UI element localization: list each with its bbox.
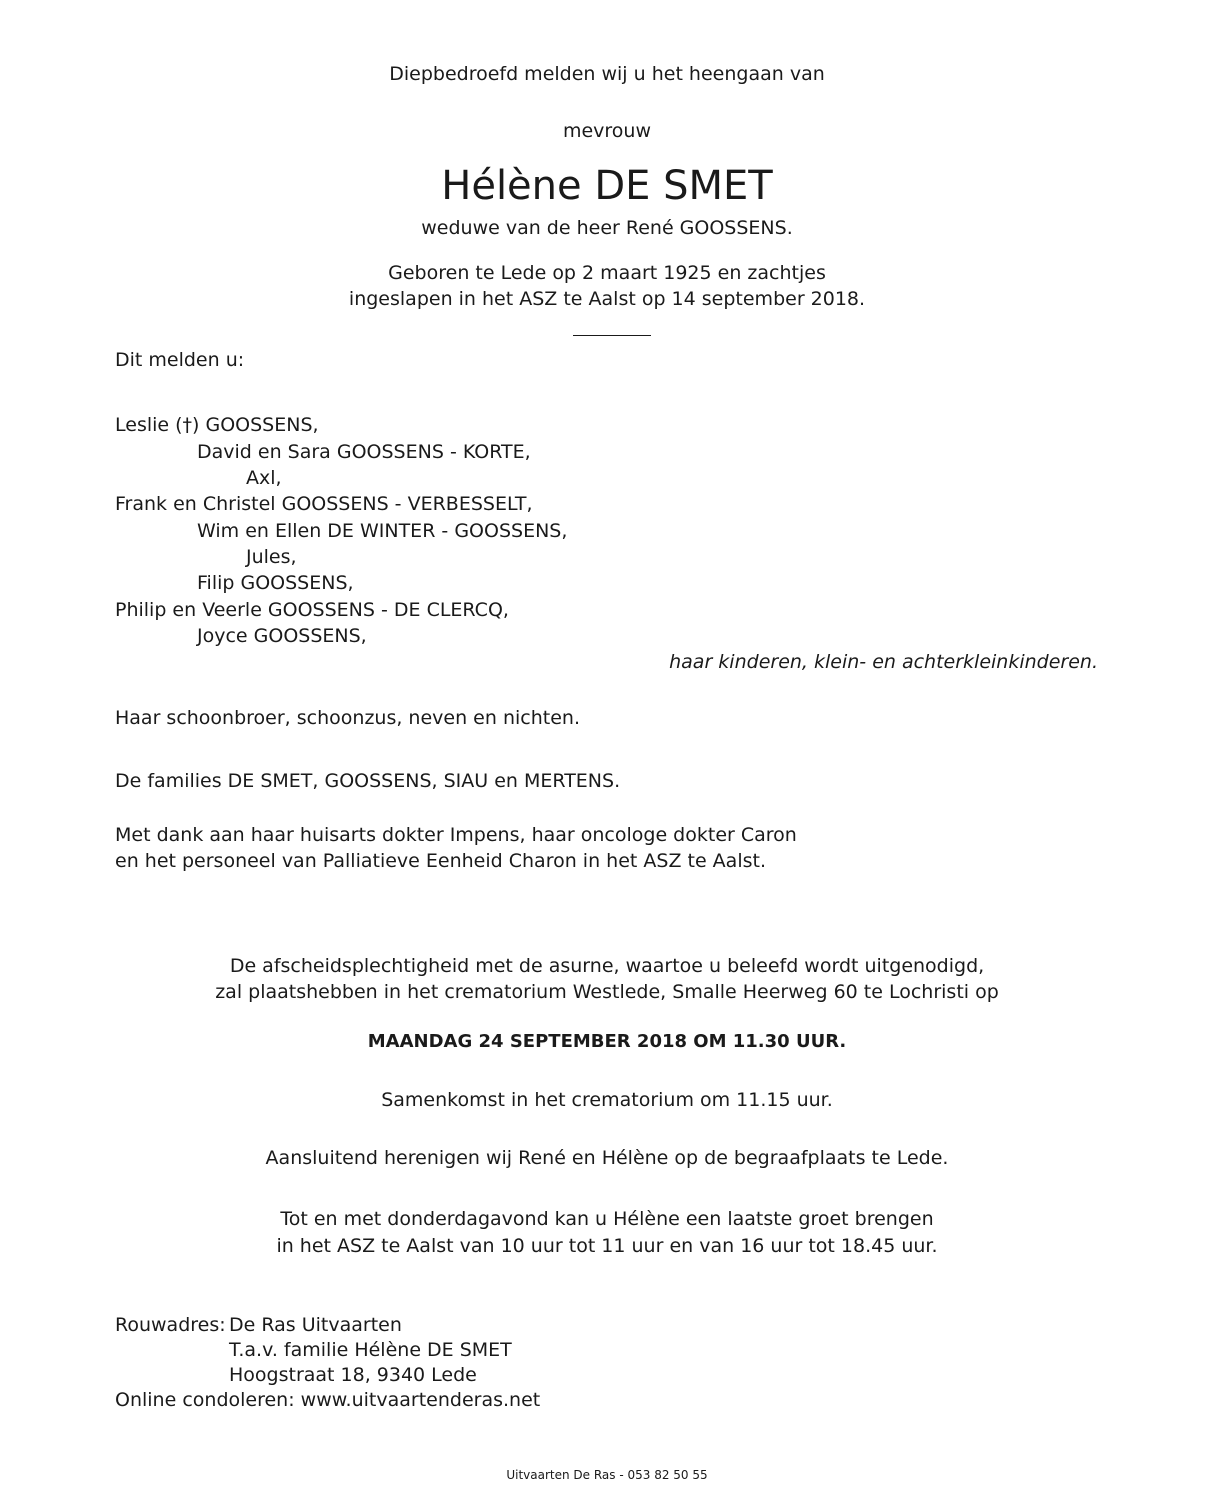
- ceremony-line-1: De afscheidsplechtigheid met de asurne, waartoe u beleefd wordt uitgenodigd,: [229, 955, 985, 977]
- family-member: Leslie (†) GOOSSENS,: [115, 414, 319, 436]
- family-member: Frank en Christel GOOSSENS - VERBESSELT,: [115, 493, 533, 515]
- address-line-1: De Ras Uitvaarten: [229, 1314, 402, 1336]
- families-text: De families DE SMET, GOOSSENS, SIAU en MERTENS.: [115, 770, 621, 792]
- online-label: Online condoleren:: [115, 1389, 295, 1411]
- ceremony-line-2: zal plaatshebben in het crematorium Westlede, Smalle Heerweg 60 te Lochristi op: [215, 981, 999, 1003]
- online-condolence: [115, 1387, 540, 1413]
- burial-text: Aansluitend herenigen wij René en Hélène op de begraafplaats te Lede.: [265, 1147, 949, 1169]
- address-line-3: Hoogstraat 18, 9340 Lede: [229, 1364, 477, 1386]
- ceremony-date: MAANDAG 24 SEPTEMBER 2018 OM 11.30 UUR.: [367, 1031, 847, 1052]
- family-member: Axl,: [246, 467, 282, 489]
- birth-line-2: ingeslapen in het ASZ te Aalst op 14 september 2018.: [348, 288, 866, 310]
- family-member: Filip GOOSSENS,: [197, 572, 354, 594]
- family-member: Jules,: [246, 546, 297, 568]
- divider: [573, 335, 651, 336]
- address-line-2: T.a.v. familie Hélène DE SMET: [229, 1339, 512, 1361]
- birth-line-1: Geboren te Lede op 2 maart 1925 en zachtjes: [388, 262, 826, 284]
- relatives-text: Haar schoonbroer, schoonzus, neven en nichten.: [115, 707, 580, 729]
- deceased-name: Hélène DE SMET: [441, 163, 773, 209]
- intro-text: Diepbedroefd melden wij u het heengaan van: [389, 63, 825, 85]
- gathering-text: Samenkomst in het crematorium om 11.15 uur.: [381, 1089, 833, 1111]
- widow-of: weduwe van de heer René GOOSSENS.: [421, 217, 793, 239]
- address-label: Rouwadres:: [115, 1314, 226, 1336]
- visit-line-2: in het ASZ te Aalst van 10 uur tot 11 uur en van 16 uur tot 18.45 uur.: [276, 1235, 938, 1257]
- thanks-line-2: en het personeel van Palliatieve Eenheid Charon in het ASZ te Aalst.: [115, 850, 766, 872]
- family-caption: haar kinderen, klein- en achterkleinkinderen.: [669, 651, 1098, 673]
- title-prefix: mevrouw: [562, 120, 652, 142]
- thanks-line-1: Met dank aan haar huisarts dokter Impens, haar oncologe dokter Caron: [115, 824, 797, 846]
- family-member: David en Sara GOOSSENS - KORTE,: [197, 441, 531, 463]
- online-url[interactable]: www.uitvaartenderas.net: [300, 1389, 541, 1411]
- announce-text: Dit melden u:: [115, 349, 245, 371]
- footer-contact: Uitvaarten De Ras - 053 82 50 55: [506, 1468, 708, 1482]
- family-member: Joyce GOOSSENS,: [197, 625, 367, 647]
- family-member: Philip en Veerle GOOSSENS - DE CLERCQ,: [115, 599, 509, 621]
- family-member: Wim en Ellen DE WINTER - GOOSSENS,: [197, 520, 568, 542]
- visit-line-1: Tot en met donderdagavond kan u Hélène een laatste groet brengen: [280, 1208, 934, 1230]
